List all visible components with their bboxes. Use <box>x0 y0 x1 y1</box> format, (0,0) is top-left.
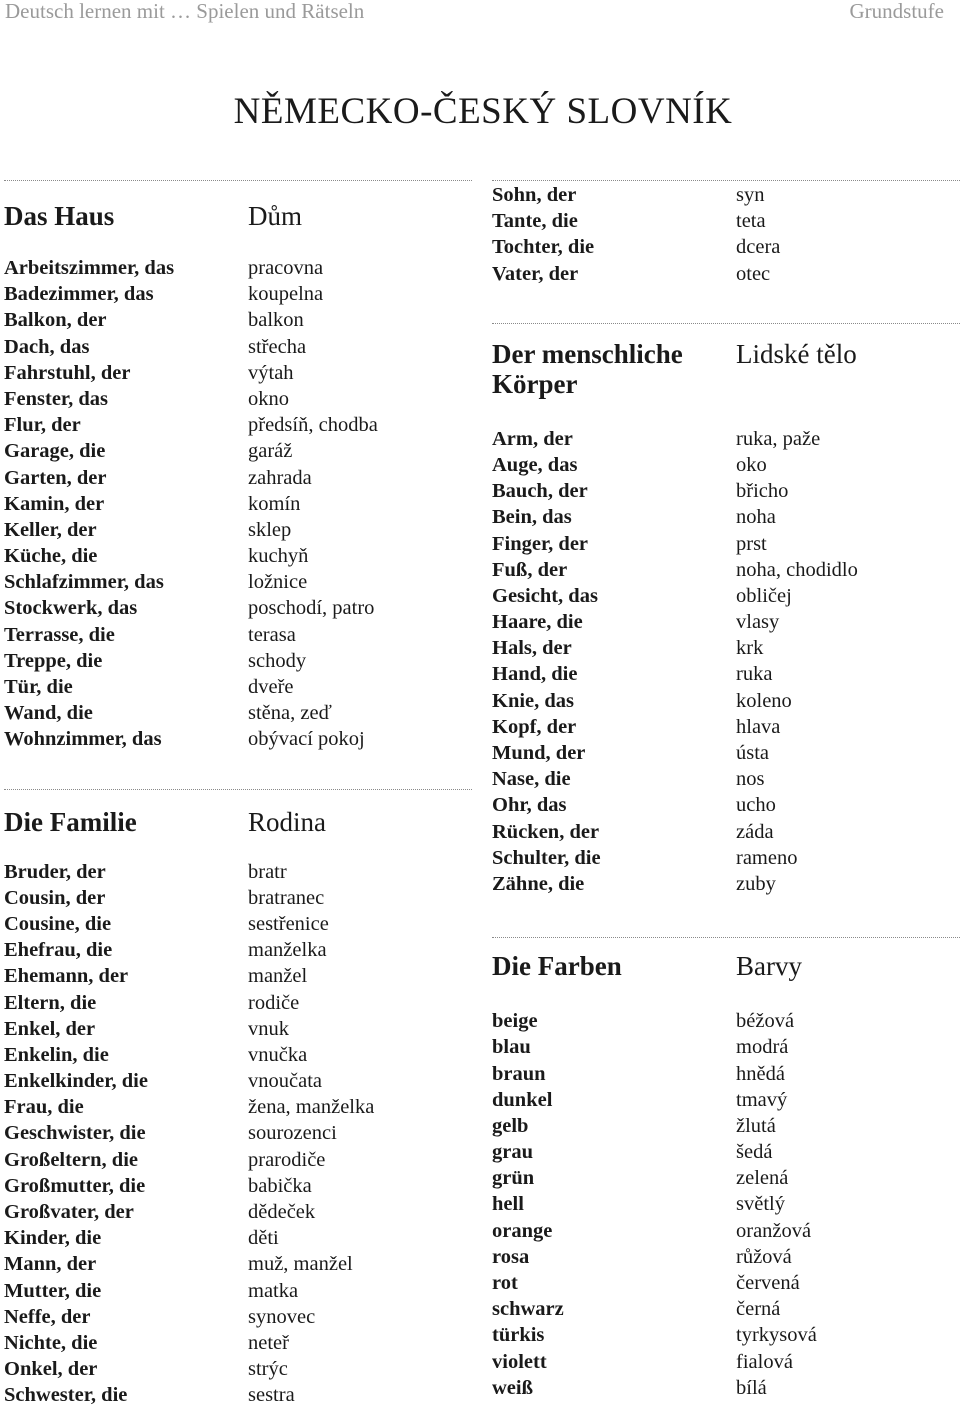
german-term: Bein, das <box>492 506 572 529</box>
vocab-row <box>4 438 472 464</box>
czech-translation: obličej <box>736 584 792 607</box>
czech-translation: noha <box>736 506 776 529</box>
german-term: Ehefrau, die <box>4 939 113 962</box>
german-term: gelb <box>492 1114 529 1137</box>
vocab-row <box>492 635 960 661</box>
running-header-level: Grundstufe <box>849 0 944 23</box>
czech-translation: vnuk <box>248 1017 289 1040</box>
german-term: Kopf, der <box>492 715 577 738</box>
czech-translation: pracovna <box>248 257 324 279</box>
vocab-row <box>492 609 960 635</box>
german-term: Ehemann, der <box>4 965 129 988</box>
vocab-row <box>492 1113 960 1139</box>
german-term: Zähne, die <box>492 872 585 895</box>
vocab-row <box>4 255 472 281</box>
czech-translation: modrá <box>736 1036 789 1059</box>
vocab-row <box>492 234 960 260</box>
german-term: blau <box>492 1036 531 1059</box>
czech-translation: sourozenci <box>248 1122 337 1145</box>
german-term: Terrasse, die <box>4 623 115 646</box>
czech-translation: ruka <box>736 663 773 686</box>
czech-translation: ložnice <box>248 571 308 594</box>
vocab-row <box>4 700 472 726</box>
german-term: Keller, der <box>4 518 97 541</box>
vocab-row <box>4 1278 472 1304</box>
german-term: Vater, der <box>492 262 579 285</box>
section-divider <box>4 789 472 790</box>
german-term: Dach, das <box>4 335 90 358</box>
vocab-row <box>492 1008 960 1034</box>
czech-translation: černá <box>736 1298 781 1321</box>
czech-translation: koleno <box>736 689 792 712</box>
czech-translation: kuchyň <box>248 545 309 568</box>
czech-translation: tyrkysová <box>736 1324 817 1347</box>
czech-translation: ústa <box>736 742 770 764</box>
vocab-row <box>492 1165 960 1191</box>
czech-translation: červená <box>736 1272 800 1294</box>
vocab-row <box>4 622 472 648</box>
czech-translation: sklep <box>248 518 292 541</box>
vocab-row <box>492 661 960 687</box>
vocab-row <box>492 1087 960 1113</box>
german-term: hell <box>492 1193 524 1216</box>
german-term: Geschwister, die <box>4 1122 146 1145</box>
czech-translation: manžel <box>248 965 308 988</box>
word-list-familie-continued <box>492 182 960 287</box>
section-divider <box>492 180 960 181</box>
german-term: Fenster, das <box>4 387 109 410</box>
german-term: beige <box>492 1010 538 1033</box>
czech-translation: matka <box>248 1279 299 1302</box>
german-term: Rücken, der <box>492 820 600 843</box>
czech-translation: hlava <box>736 715 781 738</box>
german-term: Mutter, die <box>4 1279 102 1302</box>
czech-translation: ucho <box>736 794 776 817</box>
german-term: Haare, die <box>492 611 583 634</box>
czech-translation: bratr <box>248 860 287 883</box>
vocab-row <box>4 1016 472 1042</box>
german-term: Sohn, der <box>492 184 577 206</box>
czech-translation: oranžová <box>736 1219 812 1242</box>
german-term: Tante, die <box>492 210 578 233</box>
czech-translation: okno <box>248 387 289 410</box>
german-term: rot <box>492 1272 518 1294</box>
german-term: Auge, das <box>492 453 578 476</box>
vocab-row <box>4 1225 472 1251</box>
vocab-row <box>492 1034 960 1060</box>
german-term: Knie, das <box>492 689 575 712</box>
vocab-row <box>492 1349 960 1375</box>
heading-german-line2: Körper <box>492 368 578 399</box>
german-term: Nase, die <box>492 768 571 791</box>
czech-translation: vnoučata <box>248 1070 322 1093</box>
czech-translation: žena, manželka <box>248 1096 375 1119</box>
heading-german <box>492 339 736 399</box>
german-term: Großvater, der <box>4 1201 134 1223</box>
vocab-row <box>4 1356 472 1382</box>
czech-translation: muž, manžel <box>248 1253 353 1276</box>
german-term: türkis <box>492 1324 545 1347</box>
vocab-row <box>492 819 960 845</box>
vocab-row <box>4 517 472 543</box>
running-header-title: Deutsch lernen mit … Spielen und Rätseln <box>5 0 365 23</box>
german-term: Treppe, die <box>4 649 103 672</box>
german-term: Enkelkinder, die <box>4 1070 148 1093</box>
german-term: Schlafzimmer, das <box>4 571 164 594</box>
german-term: Cousine, die <box>4 912 112 935</box>
section-divider <box>4 180 472 181</box>
czech-translation: synovec <box>248 1305 316 1328</box>
german-term: Arbeitszimmer, das <box>4 257 175 279</box>
vocab-row <box>4 911 472 937</box>
czech-translation: záda <box>736 820 774 843</box>
czech-translation: obývací pokoj <box>248 728 365 751</box>
german-term: Balkon, der <box>4 309 107 332</box>
vocab-row <box>4 595 472 621</box>
german-term: Ohr, das <box>492 794 567 817</box>
vocab-row <box>4 307 472 333</box>
czech-translation: koupelna <box>248 283 324 306</box>
czech-translation: balkon <box>248 309 304 332</box>
vocab-row <box>492 426 960 452</box>
german-term: rosa <box>492 1245 530 1268</box>
czech-translation: ruka, paže <box>736 427 821 450</box>
vocab-row <box>4 1304 472 1330</box>
vocab-row <box>4 1382 472 1408</box>
czech-translation: manželka <box>248 939 327 962</box>
vocab-row <box>4 726 472 752</box>
czech-translation: terasa <box>248 623 296 646</box>
vocab-row <box>4 963 472 989</box>
german-term: schwarz <box>492 1298 564 1321</box>
vocab-row <box>492 714 960 740</box>
german-term: Arm, der <box>492 427 573 450</box>
german-term: Bruder, der <box>4 860 106 883</box>
vocab-row <box>492 1218 960 1244</box>
german-term: Enkel, der <box>4 1017 96 1040</box>
czech-translation: babička <box>248 1174 312 1197</box>
czech-translation: zuby <box>736 872 776 895</box>
vocab-row <box>4 334 472 360</box>
german-term: violett <box>492 1350 547 1373</box>
czech-translation: garáž <box>248 440 293 463</box>
czech-translation: strýc <box>248 1358 288 1381</box>
german-term: grün <box>492 1167 535 1190</box>
right-column <box>492 180 960 1401</box>
heading-czech: Dům <box>248 201 302 231</box>
german-term: dunkel <box>492 1088 553 1111</box>
german-term: Fuß, der <box>492 558 568 581</box>
vocab-row <box>492 557 960 583</box>
vocab-row <box>492 261 960 287</box>
vocab-row <box>4 1094 472 1120</box>
czech-translation: předsíň, chodba <box>248 414 378 437</box>
czech-translation: děti <box>248 1227 279 1250</box>
vocab-row <box>4 885 472 911</box>
page-title: NĚMECKO-ČESKÝ SLOVNÍK <box>233 91 733 132</box>
czech-translation: růžová <box>736 1245 792 1268</box>
german-term: Onkel, der <box>4 1358 98 1381</box>
german-term: Finger, der <box>492 532 589 555</box>
vocab-row <box>4 1330 472 1356</box>
czech-translation: komín <box>248 492 301 515</box>
czech-translation: krk <box>736 637 764 660</box>
section-heading-haus <box>4 201 472 231</box>
german-term: Bauch, der <box>492 480 588 503</box>
czech-translation: neteř <box>248 1331 289 1354</box>
vocab-row <box>492 845 960 871</box>
heading-czech: Barvy <box>736 951 802 982</box>
czech-translation: stěna, zeď <box>248 702 332 725</box>
czech-translation: bílá <box>736 1376 767 1399</box>
german-term: weiß <box>492 1376 533 1399</box>
german-term: Frau, die <box>4 1096 84 1119</box>
vocab-row <box>4 990 472 1016</box>
german-term: braun <box>492 1062 546 1085</box>
german-term: orange <box>492 1219 553 1242</box>
german-term: Hals, der <box>492 637 572 660</box>
german-term: Großmutter, die <box>4 1174 146 1197</box>
vocab-row <box>4 648 472 674</box>
german-term: Wohnzimmer, das <box>4 728 162 751</box>
vocab-row <box>492 740 960 766</box>
vocab-row <box>492 792 960 818</box>
czech-translation: dědeček <box>248 1201 316 1223</box>
vocab-row <box>4 1251 472 1277</box>
vocab-row <box>4 1120 472 1146</box>
german-term: Tür, die <box>4 676 73 698</box>
vocab-row <box>4 465 472 491</box>
german-term: Garten, der <box>4 466 107 489</box>
czech-translation: rameno <box>736 846 798 869</box>
czech-translation: zahrada <box>248 466 312 489</box>
czech-translation: hnědá <box>736 1062 785 1085</box>
czech-translation: schody <box>248 649 307 672</box>
heading-german: Die Farben <box>492 951 622 982</box>
czech-translation: prarodiče <box>248 1148 326 1171</box>
german-term: Hand, die <box>492 663 578 686</box>
german-term: Schwester, die <box>4 1384 128 1407</box>
vocab-row <box>4 1042 472 1068</box>
german-term: Großeltern, die <box>4 1148 138 1171</box>
german-term: Wand, die <box>4 702 93 725</box>
vocab-row <box>492 452 960 478</box>
czech-translation: šedá <box>736 1141 773 1164</box>
czech-translation: fialová <box>736 1350 793 1373</box>
german-term: Kinder, die <box>4 1227 102 1250</box>
vocab-row <box>4 569 472 595</box>
section-divider <box>492 323 960 324</box>
vocab-row <box>492 531 960 557</box>
word-list-familie <box>4 859 472 1409</box>
vocab-row <box>4 543 472 569</box>
czech-translation: střecha <box>248 335 307 358</box>
heading-german: Das Haus <box>4 201 115 231</box>
czech-translation: nos <box>736 768 765 791</box>
vocab-row <box>492 688 960 714</box>
vocab-row <box>492 1061 960 1087</box>
czech-translation: otec <box>736 262 771 285</box>
czech-translation: béžová <box>736 1010 795 1033</box>
czech-translation: žlutá <box>736 1114 776 1137</box>
german-term: Nichte, die <box>4 1331 98 1354</box>
word-list-koerper <box>492 426 960 897</box>
vocab-row <box>4 859 472 885</box>
vocab-row <box>492 504 960 530</box>
heading-czech: Lidské tělo <box>736 338 857 369</box>
vocab-row <box>492 1191 960 1217</box>
german-term: Stockwerk, das <box>4 597 138 620</box>
german-term: Tochter, die <box>492 236 595 259</box>
czech-translation: zelená <box>736 1167 789 1190</box>
czech-translation: břicho <box>736 480 789 503</box>
vocab-row <box>492 182 960 208</box>
vocab-row <box>4 412 472 438</box>
vocab-row <box>4 281 472 307</box>
czech-translation: rodiče <box>248 991 300 1014</box>
german-term: Badezimmer, das <box>4 283 154 306</box>
czech-translation: výtah <box>248 361 294 384</box>
german-term: Küche, die <box>4 545 98 568</box>
czech-translation: vlasy <box>736 611 780 634</box>
german-term: Mund, der <box>492 742 586 764</box>
german-term: Eltern, die <box>4 991 97 1014</box>
czech-translation: bratranec <box>248 886 325 909</box>
czech-translation: sestřenice <box>248 912 329 935</box>
czech-translation: teta <box>736 210 766 233</box>
german-term: Kamin, der <box>4 492 105 515</box>
section-divider <box>492 937 960 938</box>
german-term: Enkelin, die <box>4 1043 109 1066</box>
heading-german: Die Familie <box>4 806 137 837</box>
vocab-row <box>4 1147 472 1173</box>
german-term: Neffe, der <box>4 1305 91 1328</box>
german-term: Gesicht, das <box>492 584 598 607</box>
german-term: Garage, die <box>4 440 106 463</box>
vocab-row <box>492 1270 960 1296</box>
vocab-row <box>492 478 960 504</box>
czech-translation: dveře <box>248 676 294 698</box>
czech-translation: vnučka <box>248 1043 308 1066</box>
vocab-row <box>492 1139 960 1165</box>
czech-translation: prst <box>736 532 767 555</box>
vocab-row <box>4 360 472 386</box>
vocab-row <box>4 1199 472 1225</box>
german-term: grau <box>492 1141 533 1164</box>
section-heading-familie <box>4 807 472 837</box>
left-column <box>4 180 472 1409</box>
german-term: Schulter, die <box>492 846 601 869</box>
vocab-row <box>492 1244 960 1270</box>
vocab-row <box>4 386 472 412</box>
czech-translation: dcera <box>736 236 781 259</box>
czech-translation: syn <box>736 184 765 206</box>
vocab-row <box>492 208 960 234</box>
czech-translation: světlý <box>736 1193 785 1216</box>
word-list-farben <box>492 1008 960 1401</box>
heading-german-line1: Der menschliche <box>492 338 683 369</box>
vocab-row <box>4 674 472 700</box>
vocab-row <box>492 1296 960 1322</box>
czech-translation: sestra <box>248 1384 295 1407</box>
vocab-row <box>4 491 472 517</box>
vocab-row <box>492 1375 960 1401</box>
vocab-row <box>4 1068 472 1094</box>
heading-czech: Rodina <box>248 806 326 837</box>
german-term: Flur, der <box>4 414 81 437</box>
czech-translation: noha, chodidlo <box>736 558 858 581</box>
vocab-row <box>4 937 472 963</box>
czech-translation: poschodí, patro <box>248 597 375 620</box>
czech-translation: tmavý <box>736 1088 788 1111</box>
vocab-row <box>492 871 960 897</box>
vocab-row <box>492 1322 960 1348</box>
german-term: Cousin, der <box>4 886 106 909</box>
word-list-haus <box>4 255 472 753</box>
german-term: Fahrstuhl, der <box>4 361 131 384</box>
german-term: Mann, der <box>4 1253 97 1276</box>
vocab-row <box>4 1173 472 1199</box>
vocab-row <box>492 766 960 792</box>
section-heading-koerper <box>492 339 960 399</box>
czech-translation: oko <box>736 453 767 476</box>
section-heading-farben <box>492 951 960 981</box>
vocab-row <box>492 583 960 609</box>
